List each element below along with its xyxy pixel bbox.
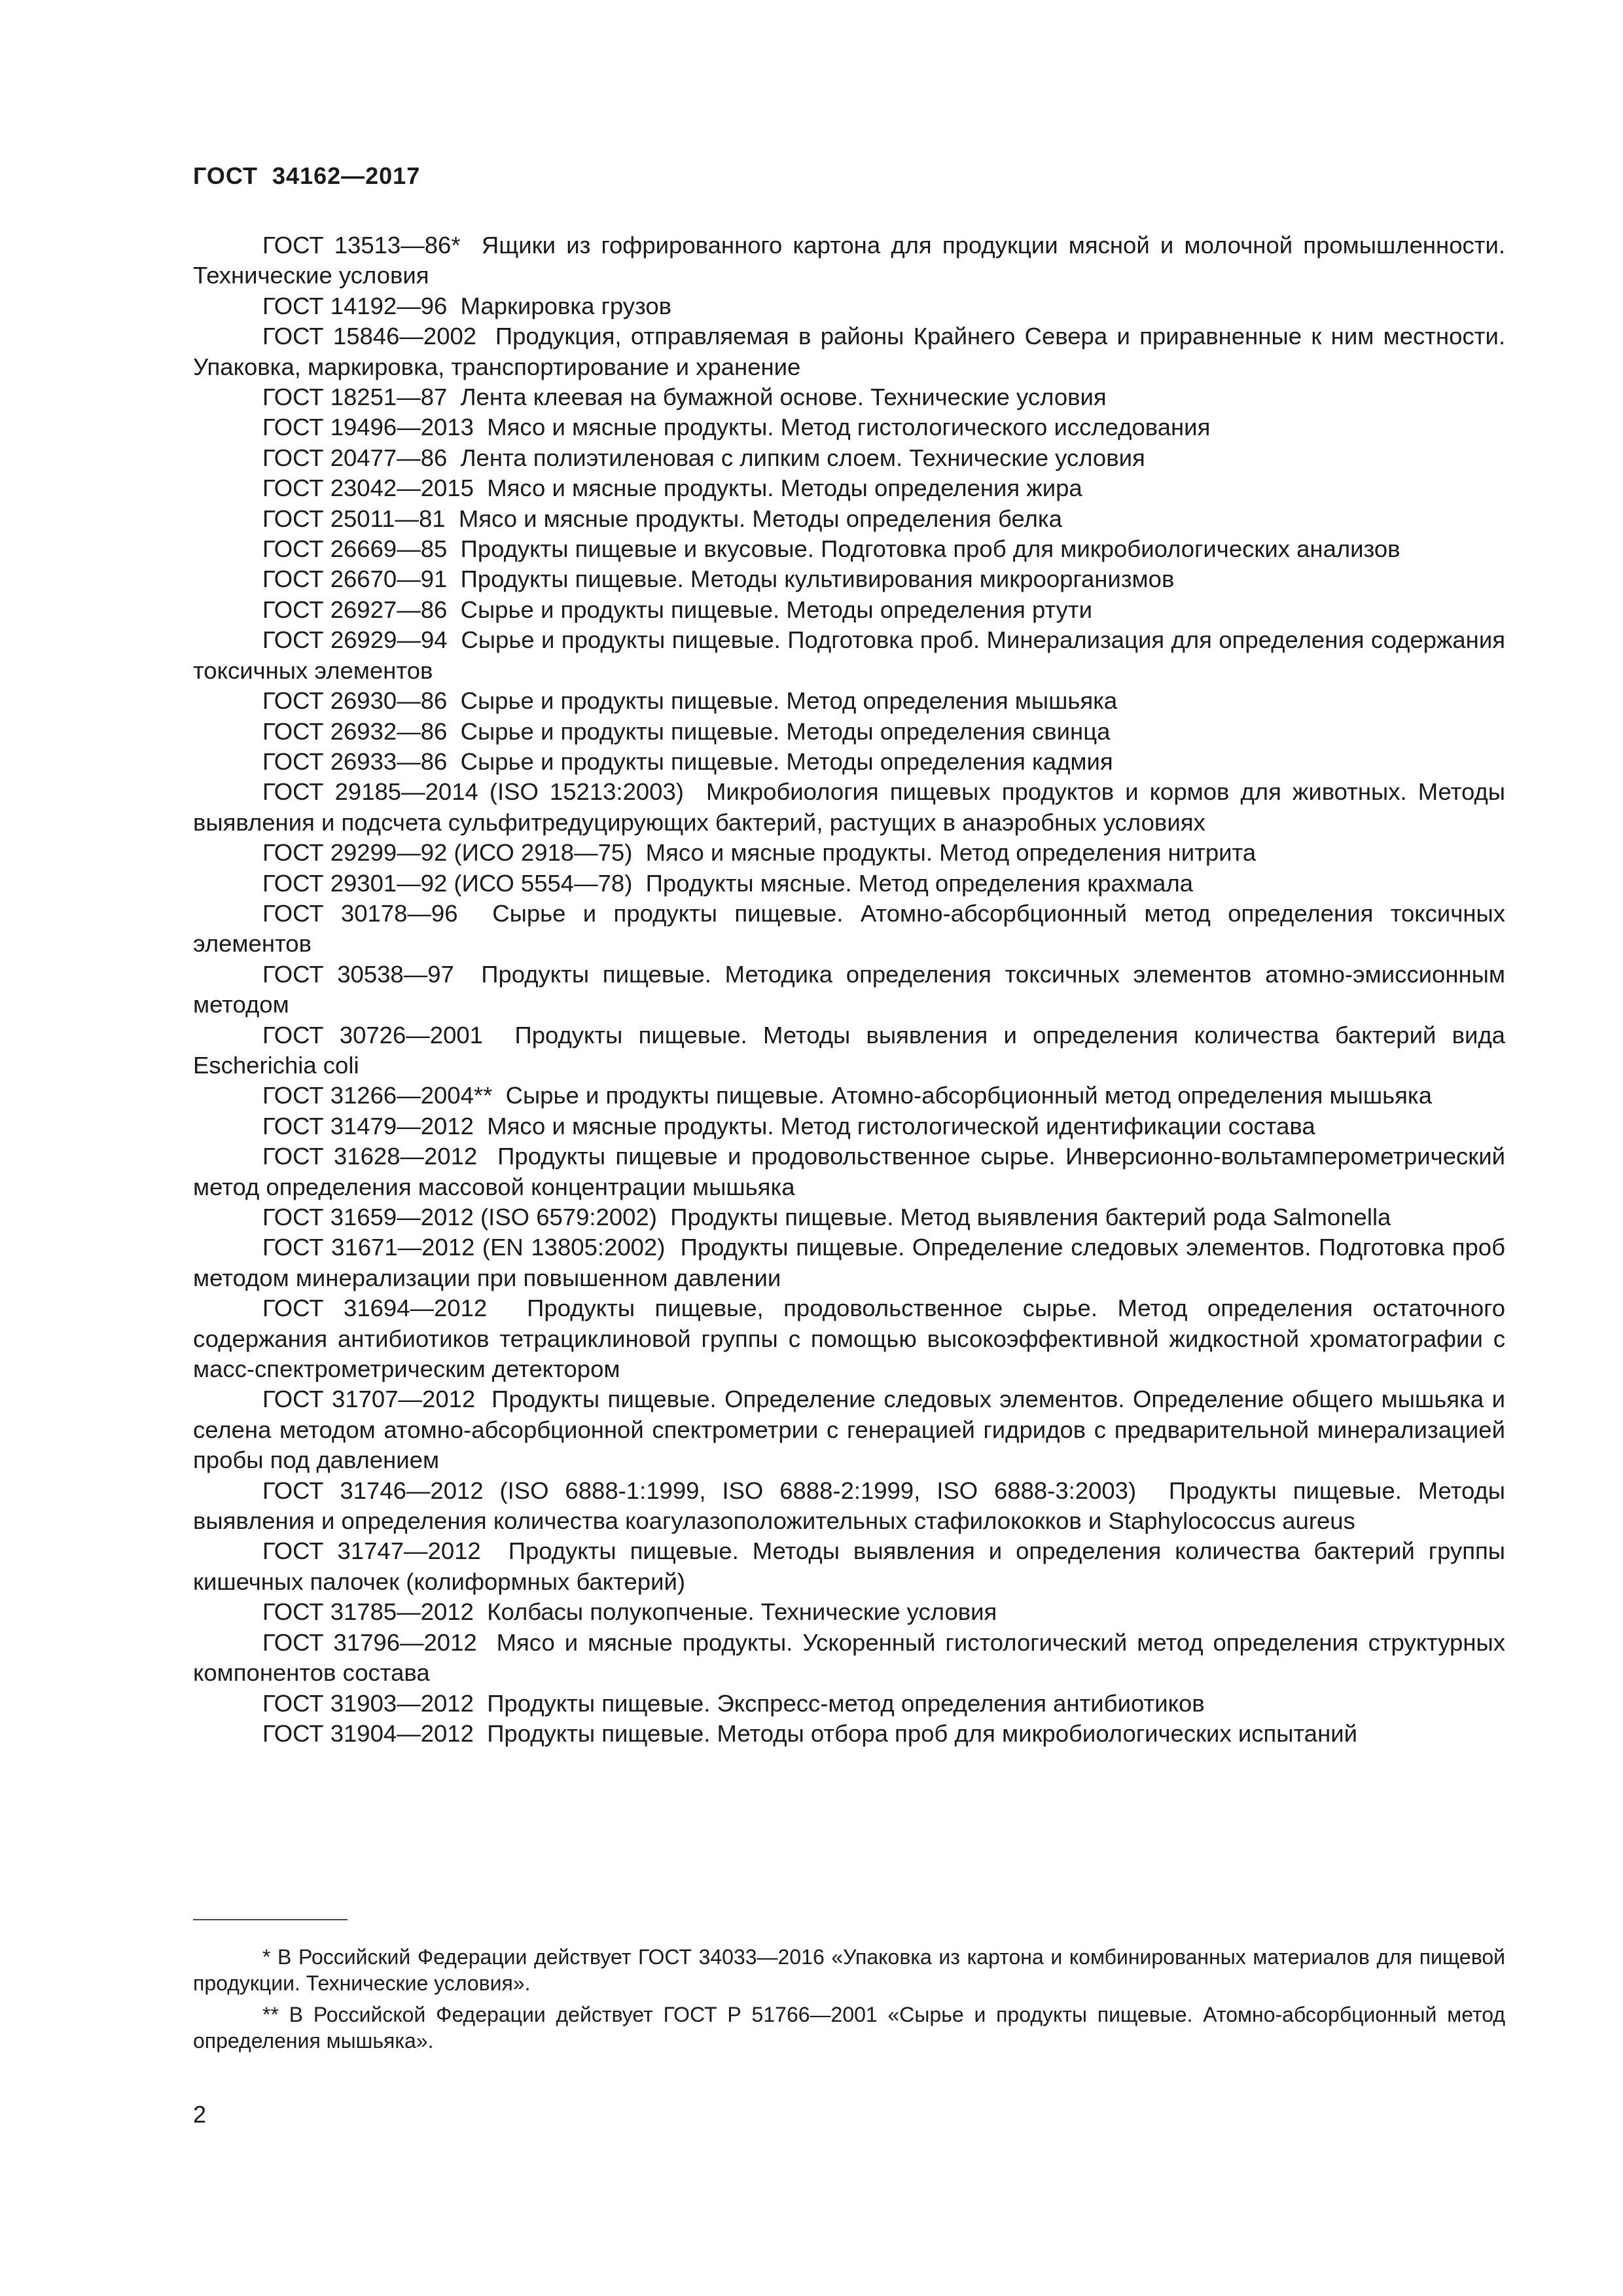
reference-entry — [193, 382, 1505, 412]
reference-title: Сырье и продукты пищевые. Атомно-абсорбционный метод определения мышьяка — [505, 1082, 1433, 1109]
reference-entry — [193, 838, 1505, 868]
reference-code: ГОСТ 13513—86* — [262, 232, 461, 259]
reference-title: Сырье и продукты пищевые. Атомно-абсорбционный метод определения токсичных элементов — [193, 899, 1505, 958]
reference-code: ГОСТ 31785—2012 — [262, 1598, 474, 1626]
reference-code: ГОСТ 31628—2012 — [262, 1143, 478, 1170]
reference-title: Колбасы полукопченые. Технические условия — [487, 1598, 997, 1626]
reference-title: Продукты пищевые. Определение следовых элементов. Подготовка проб методом минерализации при повышенном давлении — [193, 1234, 1505, 1291]
reference-title: Продукты пищевые, продовольственное сырье. Метод определения остаточного содержания антибиотиков тетрациклиновой группы с помощью высокоэффективной жидкостной хроматографии с масс-спектрометрическим детектором — [193, 1295, 1505, 1383]
reference-title: Продукты пищевые. Определение следовых элементов. Определение общего мышьяка и селена методом атомно-абсорбционной спектрометрии с генерацией гидридов с предварительной минерализацией пробы под давлением — [193, 1386, 1505, 1474]
reference-title: Мясо и мясные продукты. Методы определения жира — [487, 475, 1082, 502]
reference-entry — [193, 1141, 1505, 1202]
reference-title: Сырье и продукты пищевые. Метод определения мышьяка — [460, 687, 1118, 715]
reference-entry — [193, 1597, 1505, 1627]
reference-code: ГОСТ 31659—2012 (ISO 6579:2002) — [262, 1204, 657, 1230]
reference-code: ГОСТ 31479—2012 — [262, 1112, 474, 1139]
reference-title: Продукты пищевые. Методы отбора проб для микробиологических испытаний — [487, 1719, 1358, 1747]
reference-title: Мясо и мясные продукты. Метод гистологического исследования — [487, 414, 1211, 441]
document-header: ГОСТ 34162—2017 — [193, 162, 421, 189]
reference-title: Ящики из гофрированного картона для продукции мясной и молочной промышленности. Технические условия — [193, 232, 1505, 289]
reference-title: Продукты пищевые. Методика определения токсичных элементов атомно-эмиссионным методом — [193, 960, 1505, 1018]
reference-code: ГОСТ 31707—2012 — [262, 1386, 476, 1413]
reference-title: Сырье и продукты пищевые. Подготовка проб. Минерализация для определения содержания токсичных элементов — [193, 626, 1505, 684]
reference-code: ГОСТ 26670—91 — [262, 565, 448, 593]
footnote: * В Российский Федерации действует ГОСТ 34033—2016 «Упаковка из картона и комбинированных материалов для пищевой продукции. Технические условия». — [193, 1945, 1505, 1995]
reference-entry — [193, 1111, 1505, 1141]
reference-entry — [193, 1689, 1505, 1719]
reference-code: ГОСТ 23042—2015 — [262, 475, 474, 502]
reference-code: ГОСТ 19496—2013 — [262, 414, 474, 441]
reference-entry — [193, 899, 1505, 960]
reference-entry — [193, 473, 1505, 503]
reference-code: ГОСТ 31796—2012 — [262, 1628, 477, 1656]
reference-code: ГОСТ 26933—86 — [262, 747, 448, 775]
normative-references-list — [193, 230, 1505, 1749]
reference-title: Продукты пищевые. Методы выявления и определения количества бактерий группы кишечных палочек (колиформных бактерий) — [193, 1537, 1505, 1595]
reference-title: Лента полиэтиленовая с липким слоем. Технические условия — [460, 444, 1145, 471]
reference-title: Продукты пищевые и вкусовые. Подготовка проб для микробиологических анализов — [460, 535, 1400, 563]
reference-entry — [193, 230, 1505, 291]
reference-title: Продукты пищевые и продовольственное сырье. Инверсионно-вольтамперометрический метод определения массовой концентрации мышьяка — [193, 1143, 1505, 1200]
reference-code: ГОСТ 29299—92 (ИСО 2918—75) — [262, 839, 633, 867]
reference-title: Лента клеевая на бумажной основе. Технические условия — [460, 384, 1107, 411]
reference-code: ГОСТ 31746—2012 (ISO 6888-1:1999, ISO 6888-2:1999, ISO 6888-3:2003) — [262, 1477, 1137, 1504]
reference-title: Микробиология пищевых продуктов и кормов для животных. Методы выявления и подсчета сульфитредуцирующих бактерий, растущих в анаэробных условиях — [193, 778, 1505, 836]
page-number: 2 — [193, 2101, 207, 2128]
reference-entry — [193, 595, 1505, 625]
reference-title: Продукция, отправляемая в районы Крайнего Севера и приравненные к ним местности. Упаковка, маркировка, транспортирование и хранение — [193, 323, 1505, 380]
reference-code: ГОСТ 18251—87 — [262, 384, 448, 411]
reference-code: ГОСТ 31903—2012 — [262, 1689, 474, 1717]
reference-code: ГОСТ 26929—94 — [262, 626, 448, 654]
reference-title: Сырье и продукты пищевые. Методы определения свинца — [460, 717, 1111, 745]
reference-code: ГОСТ 20477—86 — [262, 444, 448, 471]
reference-title: Продукты пищевые. Экспресс-метод определения антибиотиков — [487, 1689, 1205, 1717]
footnote-separator — [193, 1919, 348, 1920]
reference-title: Продукты пищевые. Метод выявления бактерий рода Salmonella — [670, 1204, 1391, 1230]
reference-entry — [193, 291, 1505, 321]
reference-title: Сырье и продукты пищевые. Методы определения кадмия — [460, 747, 1113, 775]
footnote: ** В Российской Федерации действует ГОСТ Р 51766—2001 «Сырье и продукты пищевые. Атомно-абсорбционный метод определения мышьяка». — [193, 2003, 1505, 2053]
reference-code: ГОСТ 26927—86 — [262, 596, 448, 623]
reference-title: Продукты мясные. Метод определения крахмала — [645, 869, 1194, 897]
reference-entry — [193, 777, 1505, 838]
reference-title: Сырье и продукты пищевые. Методы определения ртути — [460, 596, 1092, 623]
footnotes — [193, 1944, 1505, 2059]
reference-entry — [193, 1628, 1505, 1689]
reference-title: Мясо и мясные продукты. Метод определения нитрита — [645, 839, 1257, 867]
reference-code: ГОСТ 15846—2002 — [262, 323, 477, 350]
reference-entry — [193, 504, 1505, 534]
reference-code: ГОСТ 30178—96 — [262, 899, 458, 927]
reference-entry — [193, 1536, 1505, 1597]
reference-entry — [193, 1020, 1505, 1081]
reference-entry — [193, 1232, 1505, 1293]
reference-code: ГОСТ 26930—86 — [262, 687, 448, 715]
reference-code: ГОСТ 25011—81 — [262, 505, 446, 532]
reference-entry — [193, 412, 1505, 442]
reference-entry — [193, 747, 1505, 777]
reference-entry — [193, 717, 1505, 747]
reference-entry — [193, 564, 1505, 594]
reference-code: ГОСТ 14192—96 — [262, 292, 448, 319]
reference-code: ГОСТ 29301—92 (ИСО 5554—78) — [262, 869, 633, 897]
reference-entry — [193, 1293, 1505, 1384]
reference-title: Мясо и мясные продукты. Методы определения белка — [458, 505, 1062, 532]
reference-entry — [193, 321, 1505, 382]
reference-code: ГОСТ 26669—85 — [262, 535, 448, 563]
reference-code: ГОСТ 29185—2014 (ISO 15213:2003) — [262, 778, 684, 806]
reference-title: Продукты пищевые. Методы культивирования микроорганизмов — [460, 565, 1175, 593]
reference-title: Продукты пищевые. Методы выявления и определения количества бактерий вида Escherichia coli — [193, 1021, 1505, 1079]
reference-title: Мясо и мясные продукты. Метод гистологической идентификации состава — [487, 1112, 1315, 1139]
reference-title: Продукты пищевые. Методы выявления и определения количества коагулазоположительных стафилококков и Staphylococcus aureus — [193, 1477, 1505, 1535]
reference-code: ГОСТ 31266—2004** — [262, 1082, 493, 1109]
reference-title: Мясо и мясные продукты. Ускоренный гистологический метод определения структурных компонентов состава — [193, 1628, 1505, 1687]
reference-code: ГОСТ 31694—2012 — [262, 1295, 488, 1322]
reference-code: ГОСТ 31671—2012 (EN 13805:2002) — [262, 1234, 666, 1261]
reference-entry — [193, 1081, 1505, 1111]
reference-entry — [193, 1202, 1505, 1232]
reference-code: ГОСТ 30538—97 — [262, 960, 454, 988]
reference-entry — [193, 534, 1505, 564]
reference-entry — [193, 869, 1505, 899]
reference-entry — [193, 625, 1505, 686]
reference-entry — [193, 1384, 1505, 1475]
reference-code: ГОСТ 26932—86 — [262, 717, 448, 745]
reference-title: Маркировка грузов — [460, 292, 672, 319]
reference-code: ГОСТ 31747—2012 — [262, 1537, 481, 1565]
reference-code: ГОСТ 30726—2001 — [262, 1021, 483, 1049]
reference-code: ГОСТ 31904—2012 — [262, 1719, 474, 1747]
reference-entry — [193, 960, 1505, 1020]
reference-entry — [193, 1476, 1505, 1537]
reference-entry — [193, 686, 1505, 716]
reference-entry — [193, 1719, 1505, 1749]
reference-entry — [193, 443, 1505, 473]
